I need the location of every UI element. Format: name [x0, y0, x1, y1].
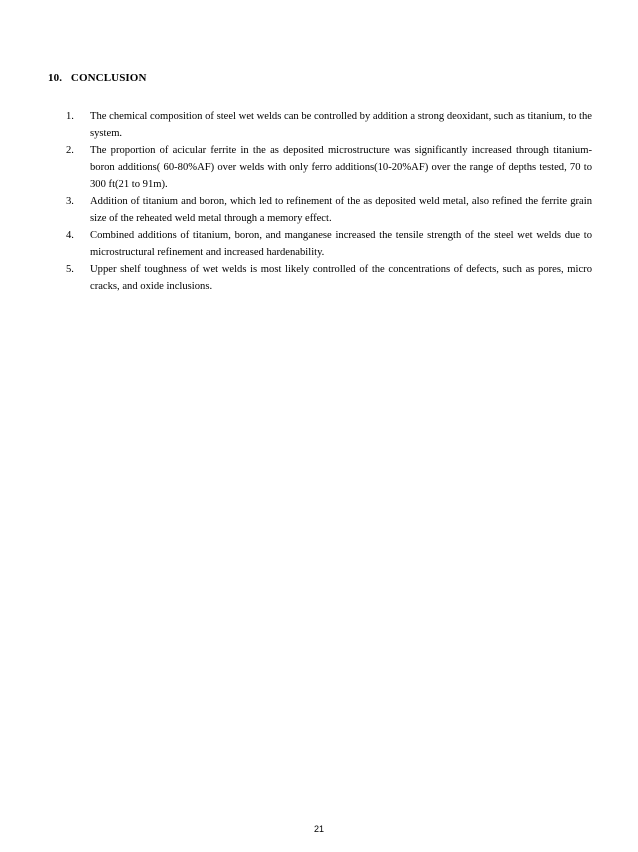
list-marker: 5.	[66, 264, 74, 275]
conclusion-text: Addition of titanium and boron, which led to refinement of the as deposited weld metal, also refined the ferrite grain size of the reheated weld metal through a memory effect.	[90, 196, 592, 224]
conclusion-text: Upper shelf toughness of wet welds is most likely controlled of the concentrations of defects, such as pores, micro cracks, and oxide inclusions.	[90, 264, 592, 292]
conclusion-text: The proportion of acicular ferrite in the as deposited microstructure was significantly increased through titanium-boron additions( 60-80%AF) over welds with only ferro additions(10-20%AF) over the range of depths tested, 70 to 300 ft(21 to 91m).	[90, 145, 592, 190]
conclusion-item-3	[66, 193, 592, 227]
page-number: 21	[313, 824, 324, 834]
section-number: 10.	[48, 72, 63, 84]
conclusion-text: Combined additions of titanium, boron, and manganese increased the tensile strength of the steel wet welds due to microstructural refinement and increased hardenability.	[90, 230, 592, 258]
conclusion-item-1	[66, 108, 592, 142]
conclusion-list	[66, 108, 592, 295]
conclusion-item-4	[66, 227, 592, 261]
list-marker: 2.	[66, 145, 74, 156]
list-marker: 1.	[66, 111, 74, 122]
conclusion-item-5	[66, 261, 592, 295]
list-marker: 4.	[66, 230, 74, 241]
list-marker: 3.	[66, 196, 74, 207]
conclusion-text: The chemical composition of steel wet welds can be controlled by addition a strong deoxidant, such as titanium, to the system.	[90, 111, 592, 139]
conclusion-item-2	[66, 142, 592, 193]
section-title: CONCLUSION	[70, 72, 147, 84]
section-heading	[48, 72, 147, 84]
